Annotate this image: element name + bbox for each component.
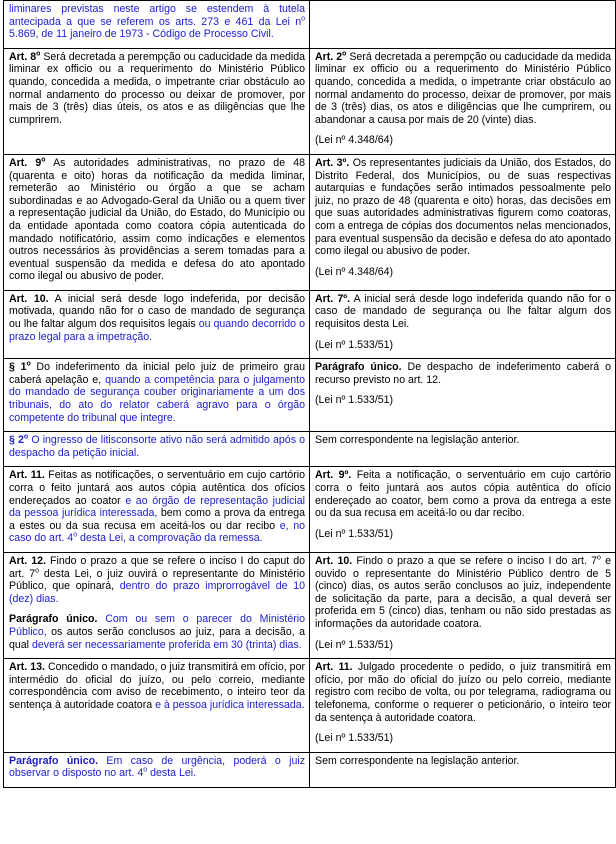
previous-law-cell: [310, 359, 616, 432]
paragraph: [315, 639, 611, 652]
paragraph: [9, 613, 305, 651]
previous-law-cell: [310, 467, 616, 553]
new-law-cell: [4, 752, 310, 787]
new-law-cell: [4, 290, 310, 358]
text-segment: (Lei nº 4.348/64): [315, 265, 394, 278]
text-segment: Do indeferimento da inicial pelo juiz de primeiro grau caberá apelação e,: [9, 361, 305, 386]
table-row: [4, 290, 616, 358]
text-segment: A inicial será desde logo indeferida quando não for o caso de mandado de segurança ou lhe faltar algum dos requisitos desta Lei.: [315, 292, 611, 331]
text-segment: Sem correspondente na legislação anterior.: [315, 754, 520, 767]
paragraph: [315, 361, 611, 386]
superscript: o: [73, 531, 78, 539]
text-segment: Os representantes judiciais da União, dos Estados, do Distrito Federal, dos Municípios, ou de suas respectivas autarquias e fundações serão intimados pessoalmente pelo juiz, no prazo de 48 (quarenta e oito) horas, das decisões em que suas autoridades administrativas figurem como coatoras, com a entrega de cópias dos documentos nelas mencionados, para eventual suspensão da decisão e defesa do ato apontado como ilegal ou abusivo de poder.: [315, 156, 611, 258]
text-segment: desta Lei, a comprovação da remessa.: [77, 532, 263, 545]
text-segment: liminares previstas neste artigo se estendem à tutela antecipada a que se referem os arts. 273 e 461 da Lei n: [9, 3, 305, 28]
superscript: o: [23, 433, 29, 441]
paragraph: [9, 755, 305, 780]
paragraph: [315, 134, 611, 147]
comparison-table: [3, 0, 616, 788]
text-segment: (Lei nº 1.533/51): [315, 394, 394, 407]
paragraph: [315, 266, 611, 279]
superscript: o: [36, 50, 41, 58]
text-segment: Art. 8: [9, 50, 37, 63]
text-segment: O ingresso de litisconsorte ativo não será admitido após o despacho da petição inicial.: [9, 434, 306, 459]
text-segment: § 1: [9, 361, 27, 374]
table-row: [4, 752, 616, 787]
paragraph: [9, 3, 305, 41]
text-segment: Será decretada a perempção ou caducidade da medida liminar ex officio ou a requerimento do Ministério Público quando, concedida a medida, o impetrante criar obstáculo ao normal andamento do processo ou deixar de promover, por mais de 3 (três) dias úteis, os atos e as diligências que lhe cumprirem.: [9, 50, 305, 126]
table-row: [4, 552, 616, 658]
paragraph: [315, 293, 611, 331]
superscript: o: [301, 15, 305, 23]
table-row: [4, 467, 616, 553]
text-segment: dentro do prazo improrrogável de 10 (dez) dias.: [9, 580, 305, 605]
paragraph: [9, 51, 305, 127]
new-law-cell: [4, 154, 310, 290]
text-segment: desta Lei.: [147, 767, 197, 780]
text-segment: Feita a notificação, o serventuário em cujo cartório corra o feito juntará aos autos cópia autêntica do ofício endereçado ao coator, bem como a prova da entrega a este ou da sua recusa em aceitá-lo ou dar recibo.: [315, 469, 611, 520]
paragraph: [315, 755, 611, 768]
previous-law-cell: [310, 432, 616, 467]
text-segment: Findo o prazo a que se refere o inciso I do art. 7: [352, 554, 597, 567]
superscript: o: [26, 360, 31, 368]
previous-law-cell: [310, 48, 616, 154]
previous-law-cell: [310, 659, 616, 753]
text-segment: Será decretada a perempção ou caducidade da medida liminar ex officio ou a requerimento do Ministério Público quando, concedida a medida, o impetrante criar obstáculo ao normal andamento do processo, deixar de promover, por mais de 3 (três) dias, os atos e diligências que lhe cumprirem, ou abandonar a causa por mais de 20 (vinte) dias.: [315, 50, 611, 126]
paragraph: [9, 434, 305, 459]
text-segment: e ao órgão de representação judicial da pessoa jurídica interessada,: [9, 494, 306, 520]
new-law-cell: [4, 552, 310, 658]
text-segment: Art. 10.: [9, 292, 49, 305]
table-row: [4, 432, 616, 467]
text-segment: quando a competência para o julgamento do mandado de segurança couber originariamente a um dos tribunais, do ato do relator caberá agravo para o órgão competente do tribunal que integre.: [9, 373, 305, 424]
text-segment: (Lei nº 1.533/51): [315, 638, 394, 651]
text-segment: De despacho de indeferimento caberá o recurso previsto no art. 12.: [315, 361, 611, 386]
text-segment: e, no caso do art. 4: [9, 519, 305, 545]
superscript: o: [41, 156, 46, 164]
text-segment: Art. 3º.: [315, 156, 350, 169]
text-segment: desta Lei, o juiz ouvirá o representante do Ministério Público, que opinará,: [9, 567, 305, 593]
paragraph: [9, 469, 305, 545]
new-law-cell: [4, 1, 310, 49]
table-row: [4, 1, 616, 49]
paragraph: [315, 528, 611, 541]
text-segment: Art. 7º.: [315, 292, 351, 305]
text-segment: ou quando decorrido o prazo legal para a impetração.: [9, 318, 305, 343]
paragraph: [315, 394, 611, 407]
text-segment: Em caso de urgência, poderá o juiz observar o disposto no art. 4: [9, 754, 305, 780]
paragraph: [315, 434, 611, 447]
text-segment: Findo o prazo a que se refere o inciso I do caput do art. 7: [9, 554, 305, 580]
text-segment: Art. 2: [315, 50, 343, 63]
paragraph: [9, 661, 305, 711]
superscript: o: [143, 766, 148, 774]
paragraph: [315, 157, 611, 258]
paragraph: [315, 339, 611, 352]
text-segment: As autoridades administrativas, no prazo de 48 (quarenta e oito) horas da notificação da medida liminar, remeterão ao Ministério ou órgão a que se acham subordinadas e ao Advogado-Geral da União ou a quem tiver a representação judicial da União, do Estado, do Município ou da entidade apontada como coatora cópia autenticada do mandado notificatório, assim como indicações e elementos outros necessários às providências a serem tomadas para a eventual suspensão da medida e defesa do ato apontado como ilegal ou abusivo de poder.: [9, 156, 305, 283]
paragraph: [9, 293, 305, 343]
superscript: o: [35, 567, 39, 575]
text-segment: (Lei nº 4.348/64): [315, 134, 394, 147]
text-segment: Art. 13.: [9, 661, 45, 674]
superscript: o: [596, 554, 601, 562]
previous-law-cell: [310, 290, 616, 358]
text-segment: Art. 11.: [9, 469, 45, 482]
paragraph: [315, 732, 611, 745]
text-segment: (Lei nº 1.533/51): [315, 527, 394, 540]
comparison-table-body: [4, 1, 616, 788]
text-segment: (Lei nº 1.533/51): [315, 338, 394, 351]
table-row: [4, 48, 616, 154]
paragraph: [9, 157, 305, 283]
table-row: [4, 154, 616, 290]
new-law-cell: [4, 359, 310, 432]
text-segment: Feitas as notificações, o serventuário em cujo cartório corra o feito juntará aos autos cópia autêntica dos ofícios endereçados ao coator: [9, 469, 305, 507]
table-row: [4, 659, 616, 753]
previous-law-cell: [310, 552, 616, 658]
text-segment: os autos serão conclusos ao juiz, para a decisão, a qual: [9, 625, 305, 651]
paragraph: [315, 555, 611, 631]
paragraph: [315, 51, 611, 127]
text-segment: Art. 10.: [315, 554, 353, 567]
new-law-cell: [4, 467, 310, 553]
previous-law-cell: [310, 1, 616, 49]
new-law-cell: [4, 48, 310, 154]
text-segment: Parágrafo único.: [9, 754, 99, 767]
text-segment: Concedido o mandado, o juiz transmitirá em ofício, por intermédio do oficial do juízo, ou pelo correio, mediante correspondência com aviso de recebimento, o inteiro teor da sentença à autoridade coatora: [9, 661, 305, 711]
paragraph: [315, 661, 611, 724]
text-segment: Art. 11.: [315, 661, 353, 674]
text-segment: Parágrafo único.: [315, 361, 402, 374]
new-law-cell: [4, 659, 310, 753]
text-segment: A inicial será desde logo indeferida, por decisão motivada, quando não for o caso de mandado de segurança ou lhe faltar algum dos requisitos legais: [9, 292, 305, 331]
paragraph: [9, 555, 305, 605]
new-law-cell: [4, 432, 310, 467]
table-row: [4, 359, 616, 432]
text-segment: e ouvido o representante do Ministério Público dentro de 5 (cinco) dias, os autos serão conclusos ao juiz, independente de solicitação da parte, para a decisão, a qual deverá ser proferida em 5 (cinco) dias, tenham ou não sido prestadas as informações da autoridade coatora.: [315, 554, 611, 630]
text-segment: e à pessoa jurídica interessada.: [155, 698, 305, 711]
text-segment: deverá ser necessariamente proferida em 30 (trinta) dias.: [31, 638, 302, 651]
text-segment: § 2: [9, 434, 24, 447]
text-segment: Parágrafo único.: [9, 613, 98, 626]
text-segment: Art. 9: [9, 156, 42, 169]
text-segment: Com ou sem o parecer do Ministério Público,: [9, 613, 305, 638]
superscript: o: [342, 50, 347, 58]
text-segment: Julgado procedente o pedido, o juiz transmitirá em ofício, por mão do oficial do juízo ou pelo correio, mediante registro com recibo de volta, ou por telegrama, radiograma ou telefonema, conforme o requerer o peticionário, o inteiro teor da sentença à autoridade coatora.: [315, 661, 611, 724]
text-segment: Art. 12.: [9, 554, 46, 567]
paragraph: [315, 469, 611, 519]
text-segment: 5.869, de 11 janeiro de 1973 - Código de Processo Civil.: [9, 28, 274, 41]
paragraph: [9, 361, 305, 424]
text-segment: Art. 9º.: [315, 469, 352, 482]
text-segment: Sem correspondente na legislação anterior.: [315, 434, 520, 447]
text-segment: (Lei nº 1.533/51): [315, 732, 394, 745]
previous-law-cell: [310, 752, 616, 787]
previous-law-cell: [310, 154, 616, 290]
text-segment: bem como a prova da entrega a estes ou da sua recusa em aceitá-los ou dar recibo: [9, 507, 306, 532]
